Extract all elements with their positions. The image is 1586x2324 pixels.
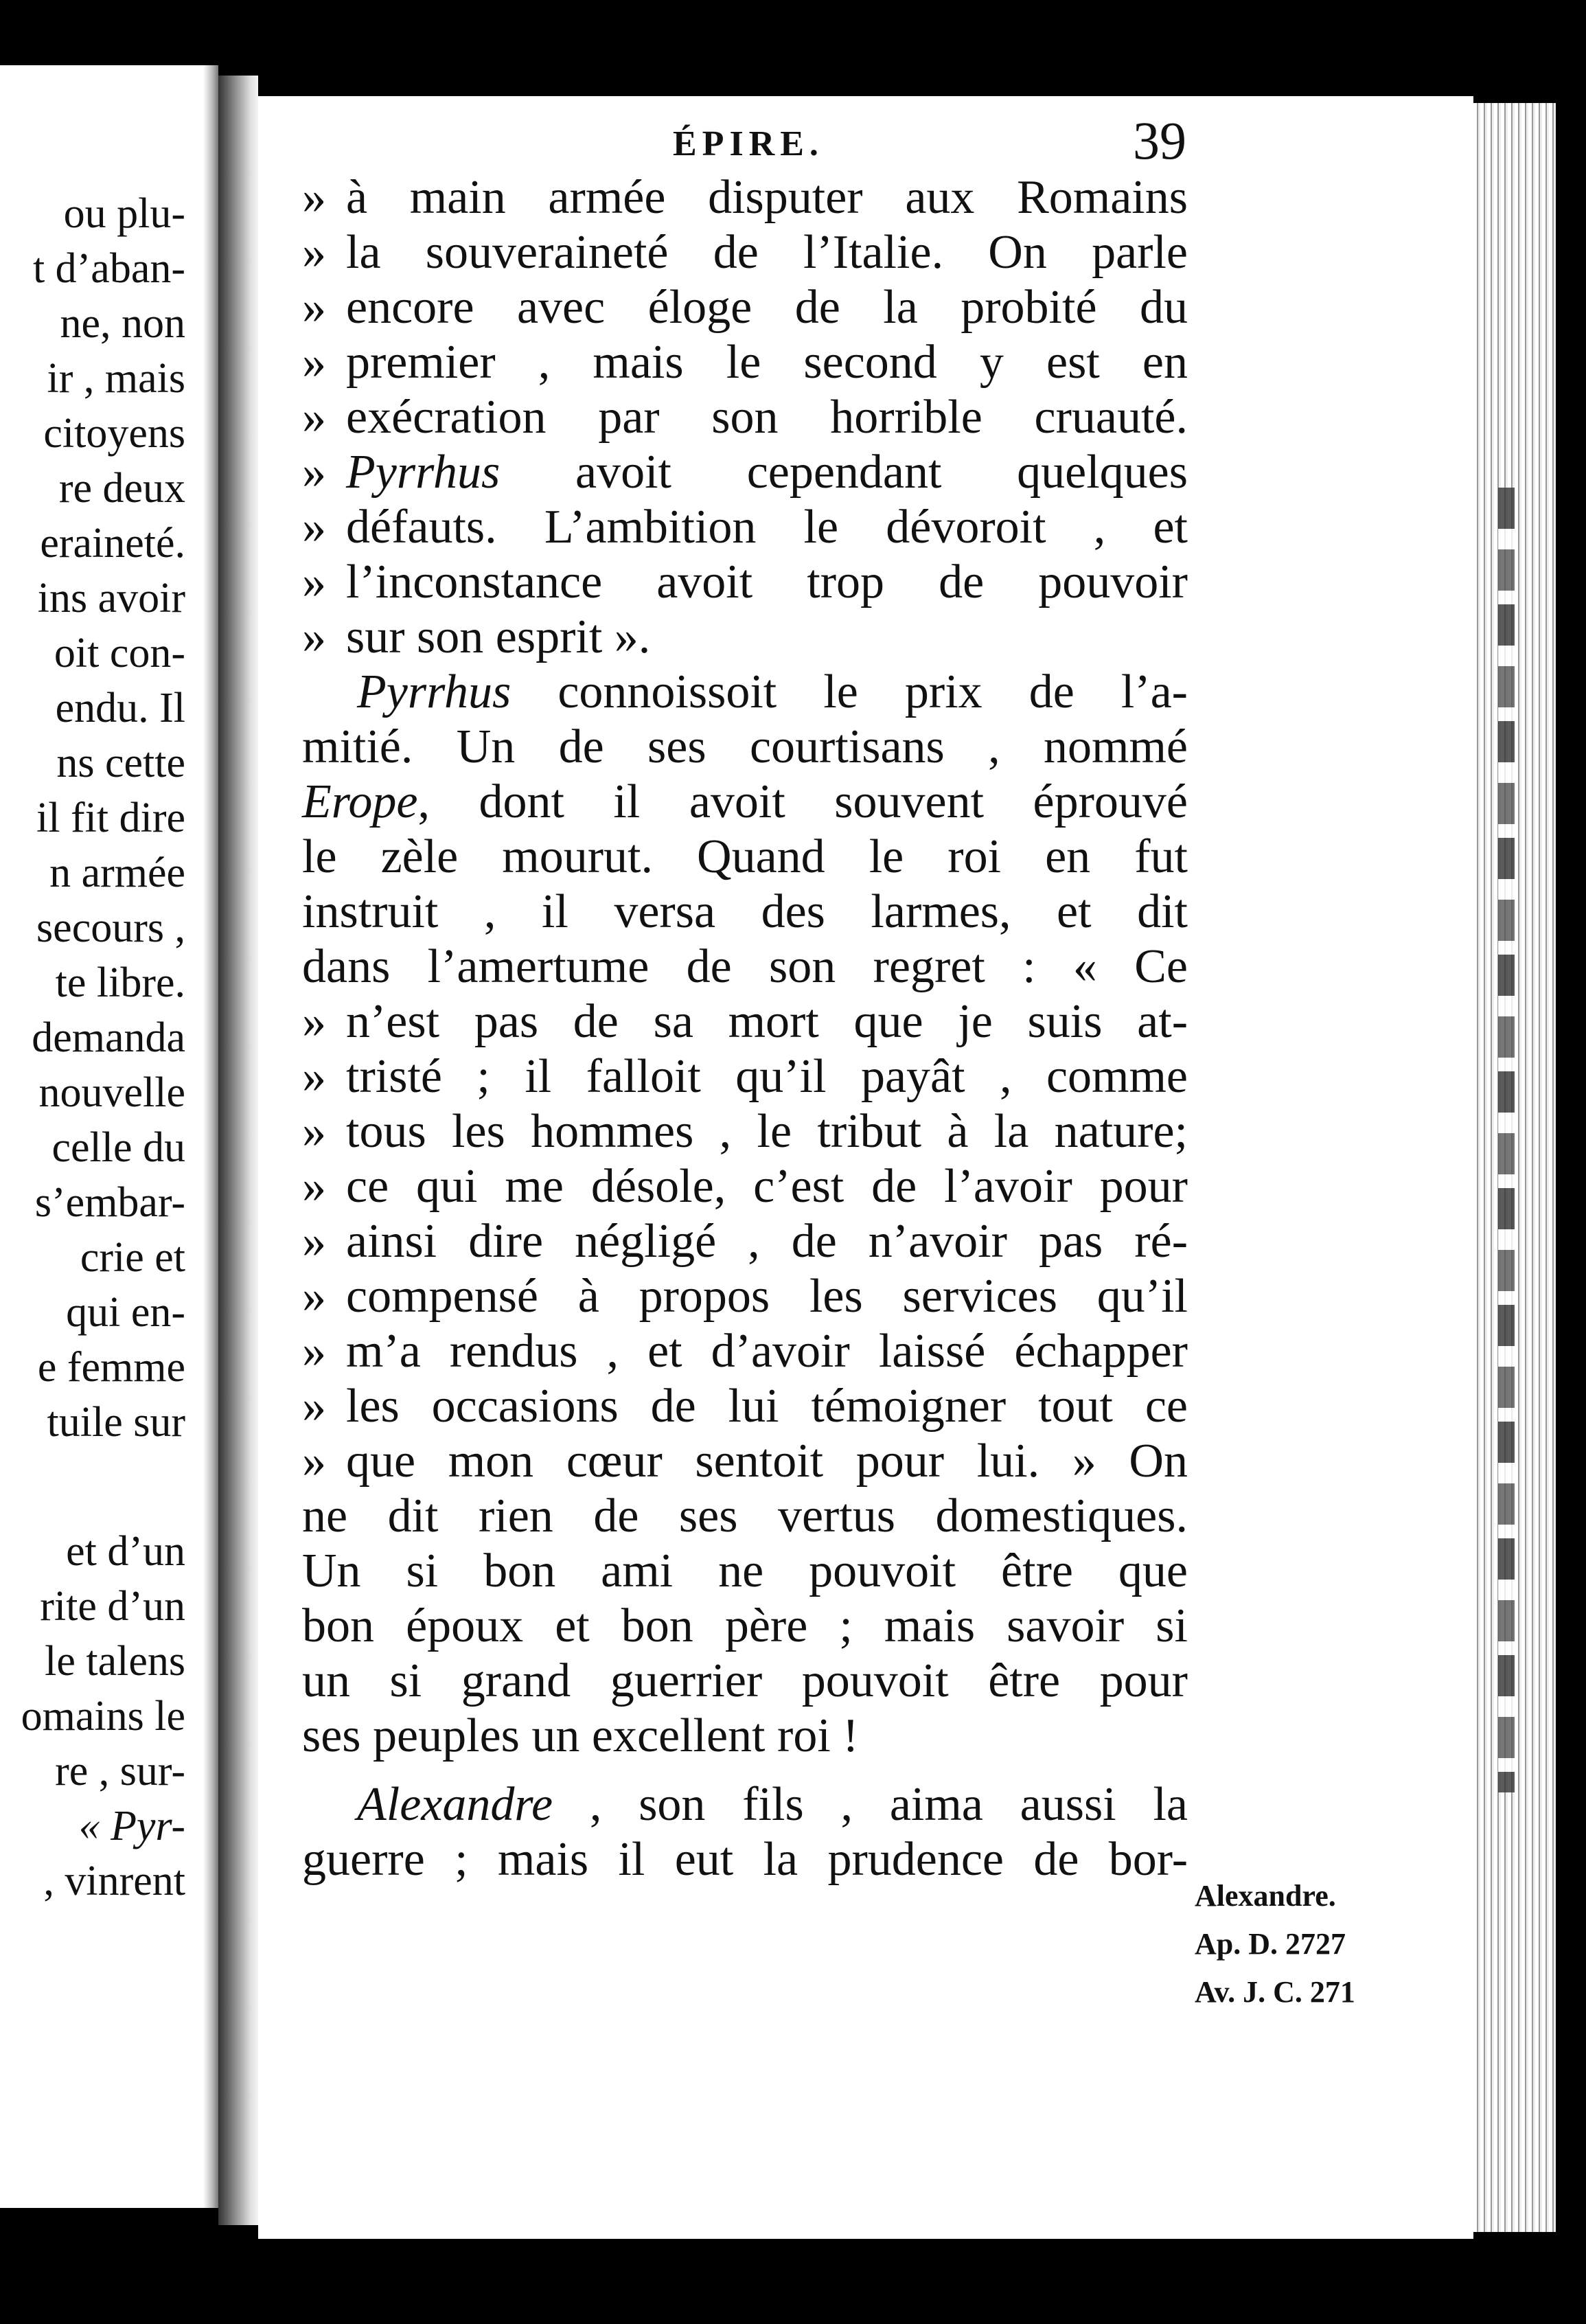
marginal-note-ap-d: Ap. D. 2727 — [1195, 1927, 1346, 1961]
line-text: ne dit rien de ses vertus domestiques. — [302, 1490, 1188, 1542]
text-line — [302, 445, 1188, 500]
running-head: ÉPIRE. — [673, 124, 824, 163]
line-text: les occasions de lui témoigner tout ce — [346, 1380, 1188, 1433]
quote-mark: » — [302, 446, 326, 499]
text-line — [302, 1434, 1188, 1489]
text-line — [302, 1159, 1188, 1214]
left-page-line: et d’un — [66, 1528, 185, 1575]
left-page-line: il fit dire — [36, 795, 185, 841]
left-page-line: rite d’un — [40, 1583, 185, 1630]
text-line — [302, 225, 1188, 280]
line-text: dans l’amertume de son regret : « Ce — [302, 940, 1188, 993]
quote-mark: » — [302, 391, 326, 444]
left-page-edge — [203, 65, 218, 2208]
left-page-line: celle du — [51, 1124, 185, 1171]
quote-mark: » — [302, 226, 326, 279]
text-line — [302, 170, 1188, 225]
quote-mark: » — [302, 1380, 326, 1433]
italic-name: Pyrrhus — [346, 446, 501, 499]
line-text: tristé ; il falloit qu’il payât , comme — [346, 1050, 1188, 1103]
page-edges — [1473, 103, 1556, 2232]
line-text: connoissoit le prix de l’a- — [511, 665, 1188, 718]
line-text: premier , mais le second y est en — [346, 336, 1188, 389]
line-text: ses peuples un excellent roi ! — [302, 1709, 859, 1762]
page-number: 39 — [1133, 111, 1186, 170]
text-line — [302, 1654, 1188, 1709]
left-page-line: oit con- — [54, 630, 185, 676]
left-page-line: le talens — [45, 1638, 185, 1685]
line-text: ainsi dire négligé , de n’avoir pas ré- — [346, 1215, 1188, 1268]
text-line — [302, 1214, 1188, 1269]
text-line — [302, 1777, 1188, 1832]
line-text: avoit cependant quelques — [500, 446, 1188, 499]
line-text: Un si bon ami ne pouvoit être que — [302, 1545, 1188, 1597]
left-page-line: re deux — [58, 465, 185, 512]
body-text — [302, 170, 1188, 1887]
text-line — [302, 775, 1188, 830]
text-line — [302, 1269, 1188, 1324]
line-text: instruit , il versa des larmes, et dit — [302, 885, 1188, 938]
left-page — [0, 65, 218, 2208]
line-text: exécration par son horrible cruauté. — [346, 391, 1188, 444]
text-line — [302, 500, 1188, 555]
text-line — [302, 335, 1188, 390]
italic-name: Pyrrhus — [357, 665, 512, 718]
left-page-line: , vinrent — [43, 1858, 185, 1904]
left-page-line: n armée — [49, 850, 185, 896]
left-page-line: ne, non — [60, 300, 185, 347]
quote-mark: » — [302, 336, 326, 389]
line-text: à main armée disputer aux Romains — [346, 171, 1188, 224]
left-page-line: tuile sur — [47, 1399, 185, 1446]
left-page-line: te libre. — [55, 959, 185, 1006]
quote-mark: » — [302, 1325, 326, 1378]
line-text: l’inconstance avoit trop de pouvoir — [346, 556, 1188, 608]
quote-mark: » — [302, 281, 326, 334]
text-line — [302, 1544, 1188, 1599]
left-page-line: ins avoir — [37, 575, 185, 622]
text-line — [302, 1832, 1188, 1887]
line-text: ce qui me désole, c’est de l’avoir pour — [346, 1160, 1188, 1213]
quote-mark: » — [302, 556, 326, 608]
line-text: que mon cœur sentoit pour lui. » On — [346, 1435, 1188, 1488]
left-page-line: citoyens — [43, 410, 185, 457]
left-page-line: t d’aban- — [32, 245, 185, 292]
text-line — [302, 1599, 1188, 1654]
quote-mark: » — [302, 1215, 326, 1268]
text-line — [302, 939, 1188, 994]
line-text: compensé à propos les services qu’il — [346, 1270, 1188, 1323]
text-line — [302, 1379, 1188, 1434]
line-text: n’est pas de sa mort que je suis at- — [346, 995, 1188, 1048]
left-page-line: ir , mais — [47, 355, 185, 402]
quote-mark: » — [302, 995, 326, 1048]
line-text: m’a rendus , et d’avoir laissé échapper — [346, 1325, 1188, 1378]
line-text: mitié. Un de ses courtisans , nommé — [302, 720, 1188, 773]
text-line — [302, 885, 1188, 939]
text-line — [302, 1049, 1188, 1104]
text-line — [302, 610, 1188, 665]
quote-mark: » — [302, 1160, 326, 1213]
left-page-line: e femme — [37, 1344, 185, 1391]
left-page-line: ou plu- — [63, 190, 185, 237]
text-line — [302, 1324, 1188, 1379]
left-page-line: « Pyr- — [78, 1803, 185, 1849]
quote-mark: » — [302, 171, 326, 224]
text-line — [302, 555, 1188, 610]
line-text: guerre ; mais il eut la prudence de bor- — [302, 1833, 1188, 1886]
text-line — [302, 665, 1188, 720]
left-page-line: nouvelle — [38, 1069, 185, 1116]
quote-mark: » — [302, 1435, 326, 1488]
line-text: , son fils , aima aussi la — [553, 1778, 1188, 1831]
text-line — [302, 994, 1188, 1049]
line-text: défauts. L’ambition le dévoroit , et — [346, 501, 1188, 554]
line-text: encore avec éloge de la probité du — [346, 281, 1188, 334]
italic-name: Alexandre — [357, 1778, 553, 1831]
left-page-line: demanda — [32, 1014, 185, 1061]
text-line — [302, 390, 1188, 445]
quote-mark: » — [302, 501, 326, 554]
left-page-line: secours , — [36, 904, 185, 951]
left-page-line: crie et — [80, 1234, 185, 1281]
text-line — [302, 1489, 1188, 1544]
quote-mark: » — [302, 1050, 326, 1103]
italic-name: Erope — [302, 775, 418, 828]
text-line — [302, 1709, 1188, 1764]
line-text: tous les hommes , le tribut à la nature; — [346, 1105, 1188, 1158]
text-line — [302, 1104, 1188, 1159]
text-line — [302, 830, 1188, 885]
left-page-line: s’embar- — [34, 1179, 185, 1226]
line-text: un si grand guerrier pouvoit être pour — [302, 1654, 1188, 1707]
marginal-note-name: Alexandre. — [1195, 1879, 1336, 1913]
text-line — [302, 280, 1188, 335]
left-page-line: qui en- — [66, 1289, 185, 1336]
left-page-line: ns cette — [56, 740, 185, 786]
line-text: la souveraineté de l’Italie. On parle — [346, 226, 1188, 279]
line-text: le zèle mourut. Quand le roi en fut — [302, 830, 1188, 883]
left-page-line: re , sur- — [55, 1748, 185, 1795]
marginal-note-av-jc: Av. J. C. 271 — [1195, 1975, 1355, 2009]
quote-mark: » — [302, 1270, 326, 1323]
left-page-line: endu. Il — [55, 685, 185, 731]
left-page-line: eraineté. — [40, 520, 185, 567]
quote-mark: » — [302, 611, 326, 663]
left-page-line: omains le — [21, 1693, 185, 1740]
line-text: , dont il avoit souvent éprouvé — [417, 775, 1188, 828]
book-gutter — [218, 76, 258, 2225]
line-text: sur son esprit ». — [346, 611, 651, 663]
quote-mark: » — [302, 1105, 326, 1158]
text-line — [302, 720, 1188, 775]
line-text: bon époux et bon père ; mais savoir si — [302, 1599, 1188, 1652]
